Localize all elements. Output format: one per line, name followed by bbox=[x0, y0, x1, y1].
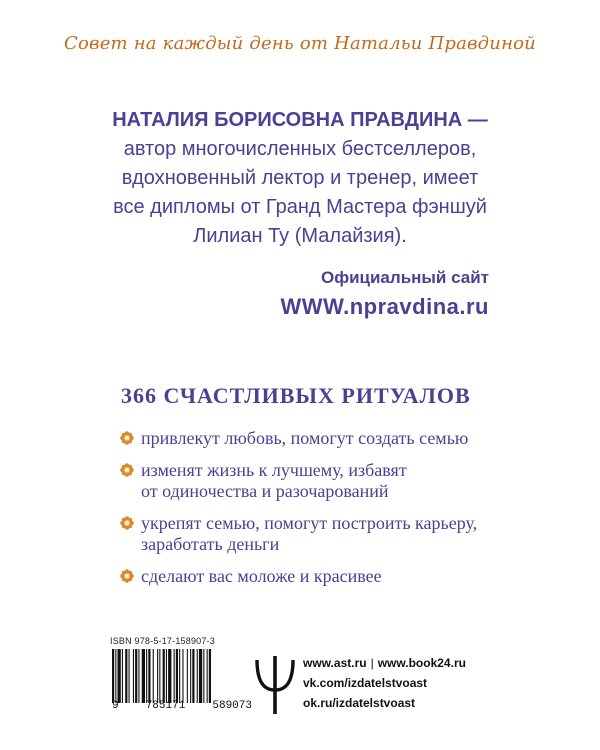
barcode-bar bbox=[203, 649, 204, 703]
benefit-item bbox=[120, 460, 520, 502]
author-name-dash: — bbox=[462, 109, 488, 131]
benefit-line: укрепят семью, помогут построить карьеру, bbox=[141, 513, 478, 533]
contacts-line-1 bbox=[303, 653, 466, 673]
benefit-line: заработать деньги bbox=[141, 534, 280, 554]
barcode-bar bbox=[142, 649, 145, 703]
barcode-bar bbox=[157, 649, 158, 703]
series-title: Совет на каждый день от Натальи Правдиной bbox=[64, 33, 536, 54]
barcode-bar bbox=[125, 649, 127, 703]
bio-line-5: Лилиан Ту (Малайзия). bbox=[193, 225, 407, 247]
benefit-item bbox=[120, 513, 520, 555]
barcode-bar bbox=[192, 649, 194, 703]
bio-line-3: вдохновенный лектор и тренер, имеет bbox=[121, 167, 479, 189]
barcode-bar bbox=[209, 649, 211, 703]
barcode-bar bbox=[199, 649, 202, 703]
flower-bullet-icon bbox=[120, 569, 134, 583]
author-bio bbox=[60, 106, 540, 251]
barcode-bar bbox=[187, 649, 188, 703]
barcode-icon bbox=[110, 649, 250, 703]
benefit-line: изменят жизнь к лучшему, избавят bbox=[141, 460, 407, 480]
vk-link[interactable]: vk.com/izdatelstvoast bbox=[303, 676, 428, 690]
barcode-digit-group: 589073 bbox=[212, 700, 252, 712]
barcode-bar bbox=[133, 649, 134, 703]
author-name: НАТАЛИЯ БОРИСОВНА ПРАВДИНА bbox=[112, 109, 463, 131]
barcode-digits bbox=[110, 700, 252, 712]
barcode-bar bbox=[138, 649, 139, 703]
ok-link[interactable]: ok.ru/izdatelstvoast bbox=[303, 696, 416, 710]
barcode-bar bbox=[122, 649, 123, 703]
barcode-bar bbox=[182, 649, 183, 703]
bio-line-4: все дипломы от Гранд Мастера фэншуй bbox=[113, 196, 487, 218]
psi-logo-icon bbox=[254, 652, 296, 716]
ast-link[interactable]: www.ast.ru bbox=[303, 656, 367, 670]
bio-line-1 bbox=[60, 106, 540, 135]
book-headline: 366 СЧАСТЛИВЫХ РИТУАЛОВ bbox=[121, 383, 471, 408]
barcode-bar bbox=[197, 649, 198, 703]
flower-bullet-icon bbox=[120, 516, 134, 530]
barcode-bar bbox=[166, 649, 167, 703]
flower-bullet-icon bbox=[120, 463, 134, 477]
barcode-bar bbox=[174, 649, 175, 703]
website-label: Официальный сайт bbox=[320, 268, 489, 287]
barcode-bar bbox=[168, 649, 171, 703]
benefit-item bbox=[120, 566, 520, 587]
barcode-bar bbox=[112, 649, 114, 703]
bio-line-2: автор многочисленных бестселлеров, bbox=[123, 138, 477, 160]
barcode-bar bbox=[190, 649, 191, 703]
contacts-separator: | bbox=[370, 656, 374, 670]
barcode-bar bbox=[153, 649, 154, 703]
benefit-line: привлекут любовь, помогут создать семью bbox=[141, 428, 469, 448]
benefit-item bbox=[120, 428, 520, 449]
website-url[interactable]: WWW.npravdina.ru bbox=[280, 294, 489, 319]
book24-link[interactable]: www.book24.ru bbox=[377, 656, 466, 670]
benefit-line: сделают вас моложе и красивее bbox=[141, 566, 382, 586]
barcode-digit-group: 9 bbox=[112, 700, 119, 712]
publisher-contacts bbox=[303, 653, 466, 713]
barcode-bar bbox=[207, 649, 208, 703]
flower-bullet-icon bbox=[120, 431, 134, 445]
barcode-digit-group: 785171 bbox=[145, 700, 186, 712]
isbn-number: ISBN 978-5-17-158907-3 bbox=[110, 636, 215, 646]
benefit-line: от одиночества и разочарований bbox=[141, 481, 389, 501]
barcode-bar bbox=[163, 649, 165, 703]
barcode-bar bbox=[146, 649, 147, 703]
barcode-bar bbox=[115, 649, 116, 703]
barcode-bar bbox=[159, 649, 160, 703]
barcode-bar bbox=[118, 649, 121, 703]
benefits-list bbox=[120, 428, 520, 598]
barcode-bar bbox=[148, 649, 150, 703]
barcode-bar bbox=[129, 649, 130, 703]
barcode-bar bbox=[176, 649, 178, 703]
barcode-bar bbox=[179, 649, 180, 703]
barcode-block bbox=[110, 636, 252, 712]
barcode-bar bbox=[135, 649, 137, 703]
